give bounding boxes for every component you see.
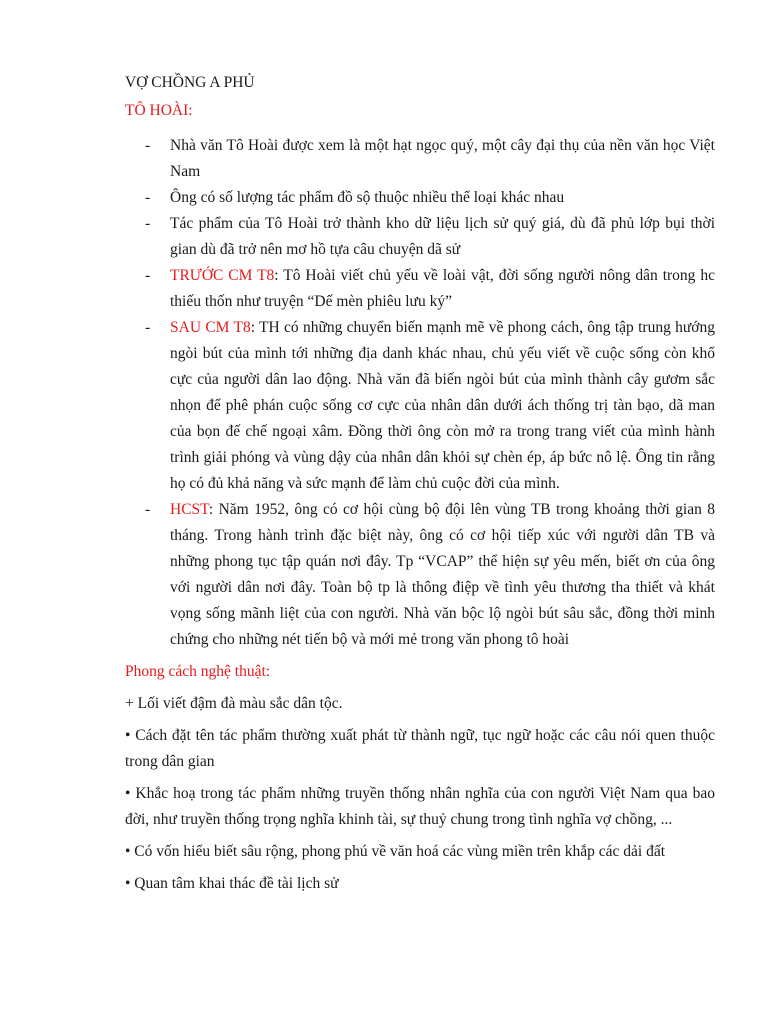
list-item-text: Nhà văn Tô Hoài được xem là một hạt ngọc quý, một cây đại thụ của nền văn học Việt Nam (170, 137, 715, 180)
list-item-label: HCST (170, 501, 209, 518)
list-item-text: : TH có những chuyển biến mạnh mẽ về phong cách, ông tập trung hướng ngòi bút của mình tới những địa danh khác nhau, chủ yếu viết về cuộc sống còn khổ cực của người dân lao động. Nhà văn đã biến ngòi bút của mình thành cây gươm sắc nhọn để phê phán cuộc sống cơ cực của nhân dân dưới ách thống trị tàn bạo, dã man của bọn đế chế ngoại xâm. Đồng thời ông còn mở ra trong trang viết của mình hành trình giải phóng và vùng dậy của nhân dân khỏi sự chèn ép, áp bức nô lệ. Ông tin rằng họ có đủ khả năng và sức mạnh để làm chủ cuộc đời của mình. (170, 319, 715, 492)
author-heading: TÔ HOÀI: (125, 102, 193, 119)
document-title: VỢ CHỒNG A PHỦ (125, 74, 255, 91)
list-item-text: Tác phẩm của Tô Hoài trở thành kho dữ liệu lịch sử quý giá, dù đã phủ lớp bụi thời gian dù đã trở nên mơ hồ tựa câu chuyện dã sử (170, 215, 715, 258)
style-heading: Phong cách nghệ thuật: (125, 663, 271, 680)
list-item-text: : Tô Hoài viết chủ yếu về loài vật, đời sống người nông dân trong hc thiếu thốn như truyện “Dế mèn phiêu lưu ký” (170, 267, 715, 310)
list-item-text: : Năm 1952, ông có cơ hội cùng bộ đội lên vùng TB trong khoảng thời gian 8 tháng. Trong hành trình đặc biệt này, ông có cơ hội tiếp xúc với người dân TB và những phong tục tập quán nơi đây. Tp “VCAP” thể hiện sự yêu mến, biết ơn của ông với người dân nơi đây. Toàn bộ tp là thông điệp về tình yêu thương tha thiết và khát vọng sống mãnh liệt của con người. Nhà văn bộc lộ ngòi bút sâu sắc, đồng thời minh chứng cho những nét tiến bộ và mới mẻ trong văn phong tô hoài (170, 501, 715, 648)
list-item-label: TRƯỚC CM T8 (170, 267, 275, 284)
list-item (125, 133, 715, 185)
dash-marker: - (145, 189, 151, 206)
dash-marker: - (145, 267, 151, 284)
list-item-label: SAU CM T8 (170, 319, 251, 336)
list-item-text: Ông có số lượng tác phẩm đồ sộ thuộc nhiều thể loại khác nhau (170, 189, 565, 206)
style-point: • Cách đặt tên tác phẩm thường xuất phát từ thành ngữ, tục ngữ hoặc các câu nói quen thuộc trong dân gian (125, 727, 715, 770)
style-point: + Lối viết đậm đà màu sắc dân tộc. (125, 695, 343, 712)
list-item (125, 263, 715, 315)
style-point: • Khắc hoạ trong tác phẩm những truyền thống nhân nghĩa của con người Việt Nam qua bao đời, như truyền thống trọng nghĩa khinh tài, sự thuỷ chung trong tình nghĩa vợ chồng, ... (125, 785, 715, 828)
dash-marker: - (145, 501, 151, 518)
list-item (125, 211, 715, 263)
dash-marker: - (145, 215, 151, 232)
document-page (125, 70, 715, 903)
style-point: • Có vốn hiểu biết sâu rộng, phong phú về văn hoá các vùng miền trên khắp các dải đất (125, 843, 666, 860)
list-item (125, 185, 715, 211)
author-facts-list (125, 133, 715, 653)
dash-marker: - (145, 319, 151, 336)
dash-marker: - (145, 137, 151, 154)
style-point: • Quan tâm khai thác đề tài lịch sử (125, 875, 339, 892)
list-item (125, 315, 715, 497)
list-item (125, 497, 715, 653)
